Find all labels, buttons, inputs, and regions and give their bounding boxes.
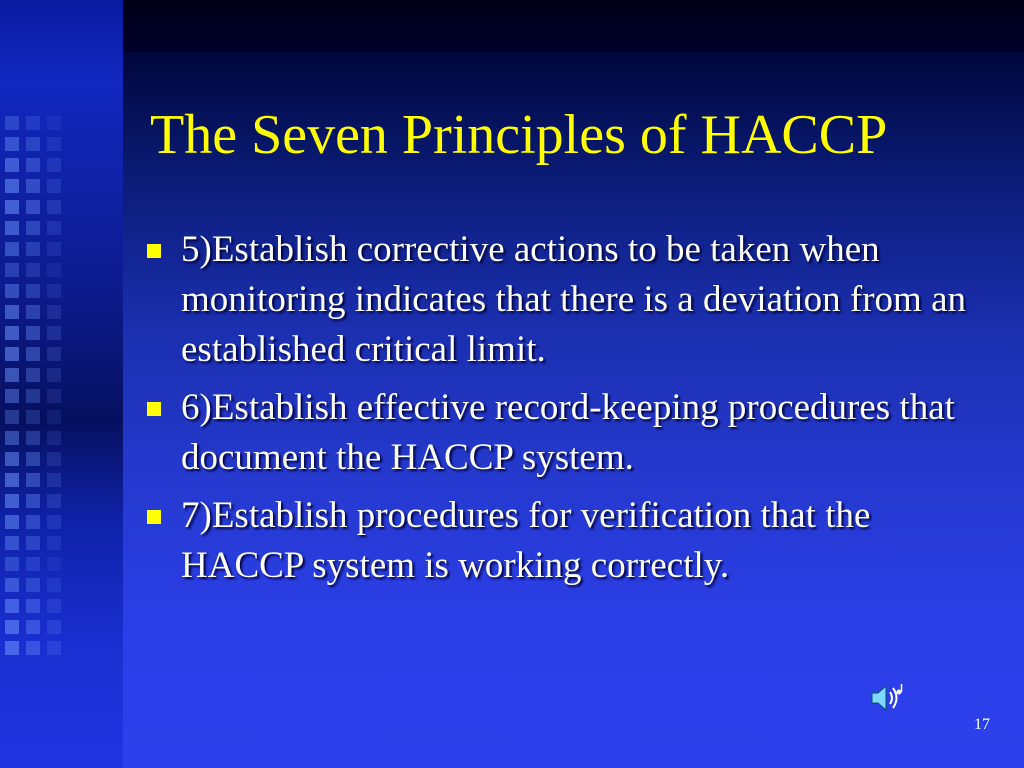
decorative-tile [26,431,40,445]
decorative-tile [47,389,61,403]
decorative-tile [26,599,40,613]
decorative-tile [26,158,40,172]
decorative-tile [5,494,19,508]
decorative-tile [47,179,61,193]
decorative-tile [5,515,19,529]
decorative-tile [5,557,19,571]
decorative-tile [26,641,40,655]
decorative-tile [26,515,40,529]
decorative-tile [5,221,19,235]
decorative-tile [47,326,61,340]
bullet-item [145,491,985,591]
decorative-tile [47,305,61,319]
decorative-tile [26,494,40,508]
square-bullet-icon [147,402,161,416]
bullet-list [145,225,985,599]
slide-number: 17 [974,716,990,733]
decorative-tile [5,305,19,319]
decorative-tile [47,263,61,277]
decorative-tile [26,557,40,571]
bullet-text: 5)Establish corrective actions to be taken when monitoring indicates that there is a deviation from an established critical limit. [181,229,967,370]
decorative-tile [5,452,19,466]
decorative-tile [47,158,61,172]
decorative-tile [26,326,40,340]
bullet-item [145,383,985,483]
decorative-tile [5,242,19,256]
top-dark-band [123,0,1024,52]
decorative-tile [47,473,61,487]
decorative-tile [5,179,19,193]
decorative-tile [5,431,19,445]
decorative-tile [47,431,61,445]
decorative-tile [47,536,61,550]
decorative-tile [5,473,19,487]
decorative-tile [26,179,40,193]
decorative-tile [5,389,19,403]
square-bullet-icon [147,510,161,524]
decorative-tile [47,515,61,529]
decorative-tile [47,347,61,361]
decorative-tile [5,599,19,613]
decorative-tile [26,200,40,214]
decorative-tile [26,473,40,487]
decorative-tile [47,578,61,592]
decorative-tile [26,242,40,256]
decorative-tile [5,347,19,361]
decorative-tile [5,263,19,277]
decorative-tile [47,242,61,256]
bullet-item [145,225,985,375]
decorative-tile [5,620,19,634]
decorative-tile [47,284,61,298]
decorative-tile [5,536,19,550]
decorative-tile [47,137,61,151]
decorative-tile [26,137,40,151]
decorative-tile [47,599,61,613]
decorative-tile [47,200,61,214]
decorative-tile [5,137,19,151]
decorative-tile [26,263,40,277]
decorative-tile [47,557,61,571]
decorative-tile [26,116,40,130]
decorative-tile [26,536,40,550]
decorative-tile [5,368,19,382]
decorative-tile [47,410,61,424]
decorative-tile [26,389,40,403]
decorative-tile [47,116,61,130]
decorative-tile [5,284,19,298]
decorative-tile [5,200,19,214]
decorative-tile [5,410,19,424]
square-bullet-icon [147,244,161,258]
decorative-tile [26,368,40,382]
decorative-tile [5,641,19,655]
decorative-tile [47,620,61,634]
decorative-tile [47,221,61,235]
decorative-tile [26,452,40,466]
bullet-text: 6)Establish effective record-keeping procedures that document the HACCP system. [181,387,955,478]
decorative-tile [26,221,40,235]
decorative-tile [26,578,40,592]
decorative-tile [47,452,61,466]
decorative-tile [26,347,40,361]
decorative-tile [47,494,61,508]
decorative-tile [5,158,19,172]
decorative-tile-grid [5,116,65,655]
decorative-tile [5,578,19,592]
decorative-tile [26,305,40,319]
decorative-tile [5,116,19,130]
decorative-tile [5,326,19,340]
decorative-tile [47,641,61,655]
decorative-tile [26,284,40,298]
decorative-side-strip [0,0,123,768]
decorative-tile [47,368,61,382]
decorative-tile [26,620,40,634]
slide-title: The Seven Principles of HACCP [150,104,888,166]
bullet-text: 7)Establish procedures for verification that the HACCP system is working correctly. [181,495,871,586]
decorative-tile [26,410,40,424]
speaker-icon[interactable] [868,681,908,715]
